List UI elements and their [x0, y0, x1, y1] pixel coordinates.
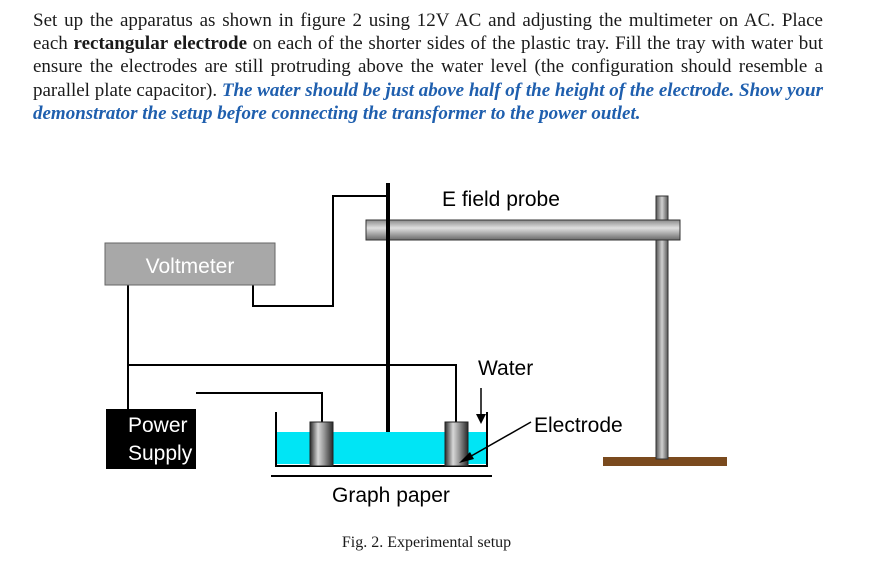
- instructions-text-1: Set up the apparatus as shown in figure 2 using 12V AC and adjusting the multimeter on AC. Place each: [33, 10, 823, 55]
- instructions-text-2: on each of the shorter sides of the plastic tray. Fill the tray with water but ensure the electrodes are still protruding above the water level (the configuration should resemble a parallel plate capacitor).: [33, 33, 824, 101]
- power-supply-label-line2: Supply: [128, 442, 193, 465]
- e-field-probe: [386, 183, 390, 457]
- water-pointer-arrow: [476, 388, 486, 424]
- left-electrode: [310, 422, 333, 466]
- figure-caption: Fig. 2. Experimental setup: [341, 534, 512, 551]
- instructions-bold-term: rectangular electrode: [73, 33, 248, 55]
- voltmeter-label: Voltmeter: [145, 255, 235, 278]
- stand-crossbar: [366, 220, 680, 240]
- e-field-probe-label: E field probe: [442, 188, 560, 211]
- electrode-label: Electrode: [534, 414, 623, 437]
- water-label: Water: [478, 357, 534, 380]
- graph-paper-label: Graph paper: [332, 484, 450, 507]
- wire-supply-to-left-electrode: [196, 393, 322, 422]
- instructions-note: The water should be just above half of the height of the electrode. Show your demonstrator the setup before connecting the transformer to the power outlet.: [33, 79, 823, 124]
- power-supply-label-line1: Power: [128, 414, 188, 437]
